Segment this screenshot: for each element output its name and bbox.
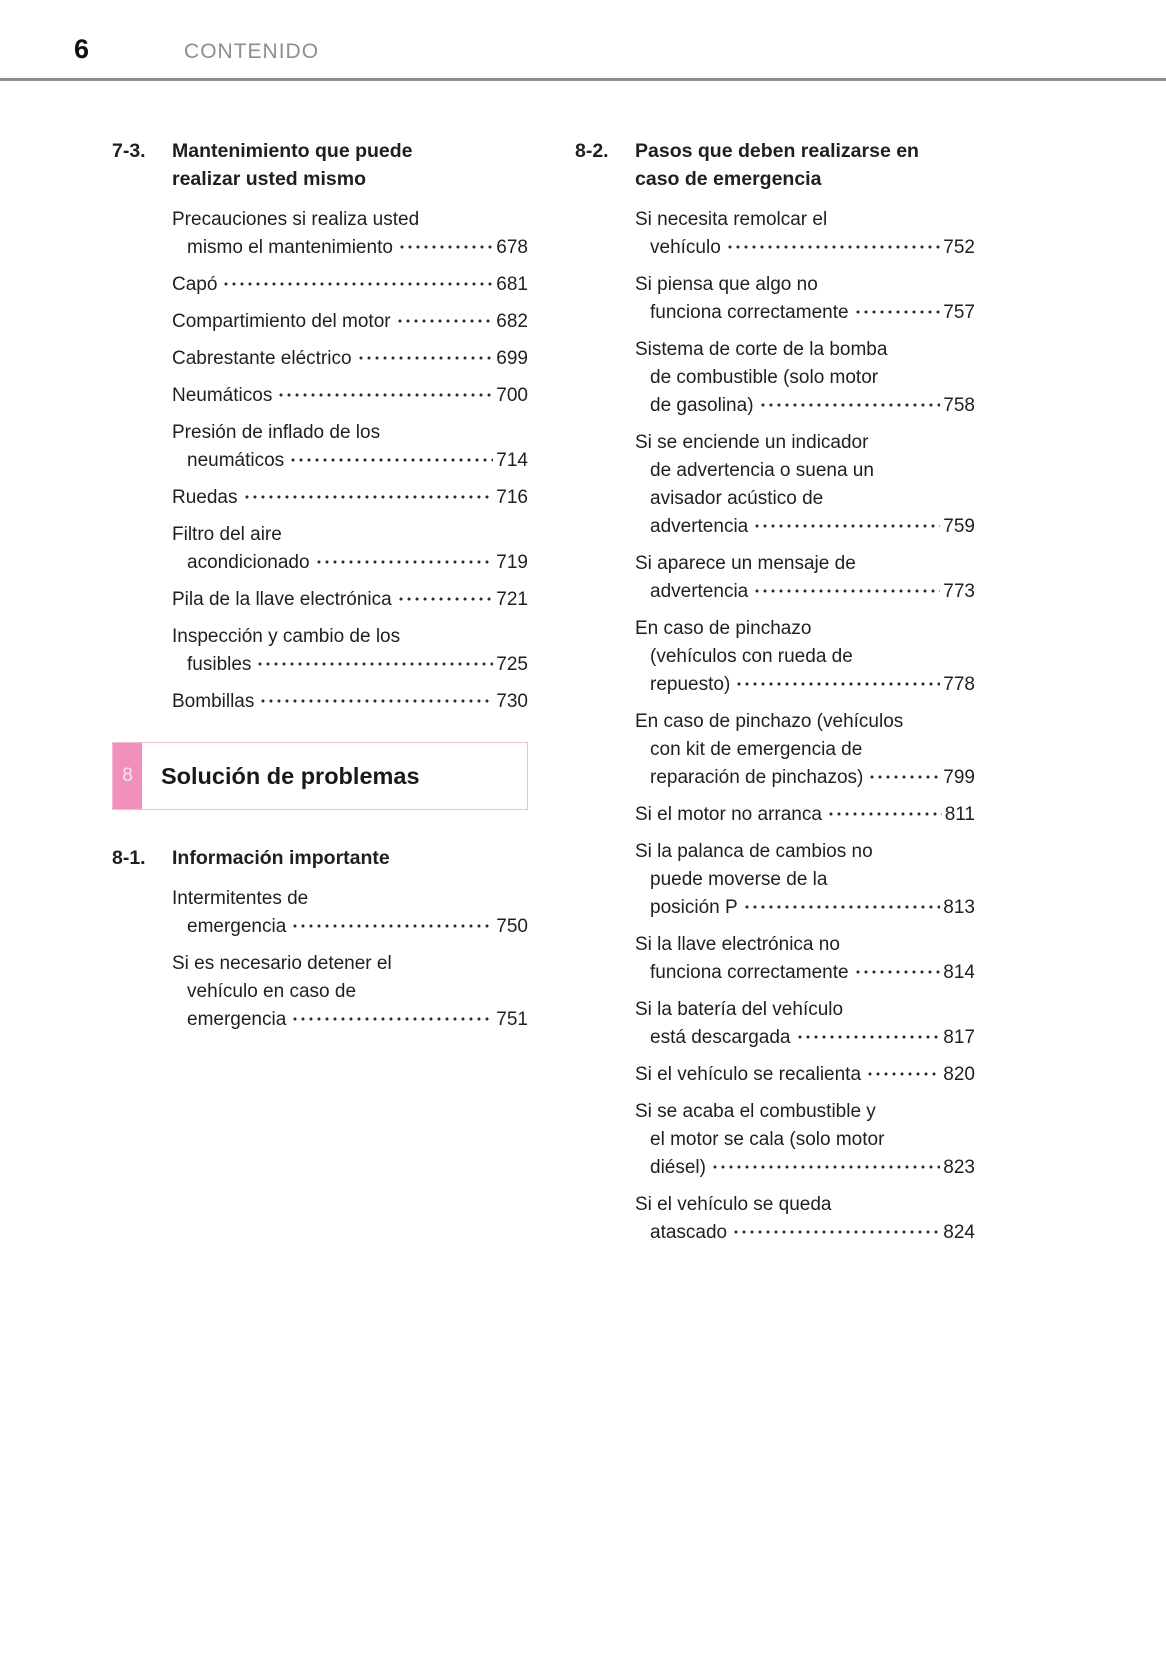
dot-leader bbox=[868, 764, 940, 783]
section-title bbox=[635, 137, 975, 193]
toc-columns bbox=[0, 137, 1166, 1273]
page-ref: 817 bbox=[943, 1027, 975, 1048]
page-ref: 758 bbox=[943, 395, 975, 416]
toc-entry bbox=[635, 615, 975, 699]
toc-entry bbox=[172, 484, 528, 512]
toc-entry-line: de combustible (solo motor bbox=[650, 367, 879, 388]
toc-entry-text: atascado bbox=[650, 1222, 728, 1243]
toc-entry-line: Si la llave electrónica no bbox=[635, 934, 840, 955]
toc-entry-text: Compartimiento del motor bbox=[172, 311, 391, 332]
dot-leader bbox=[726, 234, 941, 253]
toc-entry-leader-line bbox=[635, 513, 975, 541]
toc-entry bbox=[172, 521, 528, 577]
section-number: 8-2. bbox=[575, 140, 609, 162]
toc-entry-leader-line bbox=[172, 234, 528, 262]
toc-entry-line: de advertencia o suena un bbox=[650, 460, 874, 481]
toc-entry-line: Presión de inflado de los bbox=[172, 422, 381, 443]
toc-entry-text: Cabrestante eléctrico bbox=[172, 348, 352, 369]
toc-entry bbox=[172, 308, 528, 336]
toc-entry-text: Si el motor no arranca bbox=[635, 804, 822, 825]
section-title-line: Pasos que deben realizarse en bbox=[635, 140, 919, 162]
toc-entry-leader-line bbox=[635, 764, 975, 792]
toc-entry bbox=[635, 996, 975, 1052]
dot-leader bbox=[753, 513, 940, 532]
toc-entry-text: advertencia bbox=[650, 581, 749, 602]
dot-leader bbox=[291, 1006, 493, 1025]
section-title-line: realizar usted mismo bbox=[172, 168, 366, 190]
dot-leader bbox=[796, 1024, 941, 1043]
page-ref: 681 bbox=[496, 274, 528, 295]
dot-leader bbox=[398, 234, 493, 253]
page-ref: 730 bbox=[496, 691, 528, 712]
toc-entry-leader-line bbox=[635, 234, 975, 262]
toc-entry bbox=[172, 688, 528, 716]
toc-entry-text: fusibles bbox=[187, 654, 252, 675]
dot-leader bbox=[735, 671, 940, 690]
section-number: 8-1. bbox=[112, 847, 146, 869]
page-ref: 678 bbox=[496, 237, 528, 258]
toc-entry-line: En caso de pinchazo bbox=[635, 618, 812, 639]
toc-entry-line: Si la batería del vehículo bbox=[635, 999, 844, 1020]
toc-entry-line: Filtro del aire bbox=[172, 524, 282, 545]
section-title bbox=[172, 844, 528, 872]
toc-entry-leader-line bbox=[172, 484, 528, 512]
section-heading bbox=[112, 844, 528, 872]
dot-leader bbox=[259, 688, 493, 707]
dot-leader bbox=[243, 484, 494, 503]
page-ref: 799 bbox=[943, 767, 975, 788]
page-ref: 757 bbox=[943, 302, 975, 323]
toc-section bbox=[575, 137, 975, 1247]
section-title-line: Información importante bbox=[172, 847, 390, 869]
toc-entry-text: acondicionado bbox=[187, 552, 310, 573]
toc-entry-line: el motor se cala (solo motor bbox=[650, 1129, 885, 1150]
toc-entry-line: Inspección y cambio de los bbox=[172, 626, 401, 647]
toc-entry bbox=[635, 1191, 975, 1247]
toc-entry-line: Sistema de corte de la bomba bbox=[635, 339, 888, 360]
dot-leader bbox=[743, 894, 941, 913]
chapter-number-tab: 8 bbox=[113, 743, 142, 809]
page-ref: 714 bbox=[496, 450, 528, 471]
toc-entry-line: Si necesita remolcar el bbox=[635, 209, 828, 230]
toc-entry bbox=[635, 271, 975, 327]
toc-entry-leader-line bbox=[172, 549, 528, 577]
header-divider bbox=[0, 78, 1166, 81]
toc-entry-leader-line bbox=[172, 688, 528, 716]
toc-entry bbox=[172, 885, 528, 941]
section-entries bbox=[172, 206, 528, 716]
toc-entry-text: diésel) bbox=[650, 1157, 706, 1178]
header-title: CONTENIDO bbox=[184, 40, 320, 63]
dot-leader bbox=[827, 801, 942, 820]
toc-entry-line: (vehículos con rueda de bbox=[650, 646, 853, 667]
toc-entry-line: avisador acústico de bbox=[650, 488, 824, 509]
toc-entry-line: Si la palanca de cambios no bbox=[635, 841, 873, 862]
toc-entry bbox=[635, 336, 975, 420]
toc-entry-line: En caso de pinchazo (vehículos bbox=[635, 711, 904, 732]
toc-entry-line: Precauciones si realiza usted bbox=[172, 209, 420, 230]
toc-entry-text: funciona correctamente bbox=[650, 302, 849, 323]
toc-entry-leader-line bbox=[635, 299, 975, 327]
toc-entry bbox=[635, 708, 975, 792]
toc-entry bbox=[172, 419, 528, 475]
chapter-title: Solución de problemas bbox=[161, 762, 420, 789]
toc-entry-leader-line bbox=[635, 392, 975, 420]
toc-entry-leader-line bbox=[635, 1154, 975, 1182]
toc-entry bbox=[635, 429, 975, 541]
toc-entry-text: Pila de la llave electrónica bbox=[172, 589, 392, 610]
toc-entry-text: mismo el mantenimiento bbox=[187, 237, 393, 258]
toc-entry-line: puede moverse de la bbox=[650, 869, 828, 890]
toc-entry-leader-line bbox=[635, 959, 975, 987]
page-ref: 814 bbox=[943, 962, 975, 983]
toc-entry-leader-line bbox=[172, 345, 528, 373]
page-ref: 725 bbox=[496, 654, 528, 675]
toc-entry-text: repuesto) bbox=[650, 674, 731, 695]
section-title-line: Mantenimiento que puede bbox=[172, 140, 413, 162]
toc-entry-line: Intermitentes de bbox=[172, 888, 309, 909]
toc-entry-line: Si es necesario detener el bbox=[172, 953, 392, 974]
toc-entry-leader-line bbox=[635, 578, 975, 606]
toc-entry-line: Si el vehículo se queda bbox=[635, 1194, 832, 1215]
toc-entry-leader-line bbox=[172, 1006, 528, 1034]
toc-entry bbox=[635, 838, 975, 922]
toc-entry bbox=[172, 623, 528, 679]
page-ref: 811 bbox=[944, 804, 975, 825]
dot-leader bbox=[732, 1219, 940, 1238]
toc-entry bbox=[635, 1061, 975, 1089]
toc-entry-line: Si aparece un mensaje de bbox=[635, 553, 856, 574]
toc-entry bbox=[635, 801, 975, 829]
page-ref: 752 bbox=[943, 237, 975, 258]
page-ref: 750 bbox=[496, 916, 528, 937]
toc-entry-text: está descargada bbox=[650, 1027, 791, 1048]
page-ref: 751 bbox=[496, 1009, 528, 1030]
toc-entry-leader-line bbox=[172, 913, 528, 941]
toc-entry-text: funciona correctamente bbox=[650, 962, 849, 983]
dot-leader bbox=[315, 549, 494, 568]
dot-leader bbox=[291, 913, 493, 932]
section-title bbox=[172, 137, 528, 193]
section-entries bbox=[635, 206, 975, 1247]
toc-entry-text: emergencia bbox=[187, 916, 287, 937]
dot-leader bbox=[759, 392, 941, 411]
toc-entry bbox=[635, 550, 975, 606]
page-ref: 813 bbox=[943, 897, 975, 918]
toc-column-right bbox=[575, 137, 975, 1273]
toc-entry-leader-line bbox=[635, 1219, 975, 1247]
toc-entry bbox=[172, 206, 528, 262]
toc-section bbox=[112, 137, 528, 716]
toc-entry-text: advertencia bbox=[650, 516, 749, 537]
toc-entry-text: neumáticos bbox=[187, 450, 285, 471]
toc-entry-line: vehículo en caso de bbox=[187, 981, 357, 1002]
toc-entry-text: reparación de pinchazos) bbox=[650, 767, 864, 788]
toc-entry-leader-line bbox=[172, 586, 528, 614]
page-ref: 699 bbox=[496, 348, 528, 369]
toc-entry-leader-line bbox=[635, 1024, 975, 1052]
toc-entry bbox=[635, 1098, 975, 1182]
dot-leader bbox=[711, 1154, 940, 1173]
dot-leader bbox=[289, 447, 493, 466]
toc-entry-leader-line bbox=[635, 1061, 975, 1089]
page-ref: 682 bbox=[496, 311, 528, 332]
toc-entry-text: vehículo bbox=[650, 237, 721, 258]
toc-section bbox=[112, 844, 528, 1034]
toc-entry-text: de gasolina) bbox=[650, 395, 754, 416]
page-ref: 773 bbox=[943, 581, 975, 602]
toc-entry bbox=[635, 931, 975, 987]
toc-entry-text: Bombillas bbox=[172, 691, 255, 712]
toc-entry-line: Si se enciende un indicador bbox=[635, 432, 869, 453]
toc-entry bbox=[172, 950, 528, 1034]
toc-entry-leader-line bbox=[172, 271, 528, 299]
page-ref: 759 bbox=[943, 516, 975, 537]
toc-entry-text: posición P bbox=[650, 897, 738, 918]
toc-entry-line: Si se acaba el combustible y bbox=[635, 1101, 876, 1122]
toc-entry bbox=[172, 382, 528, 410]
page-ref: 700 bbox=[496, 385, 528, 406]
toc-entry-leader-line bbox=[635, 671, 975, 699]
page-ref: 824 bbox=[943, 1222, 975, 1243]
page-ref: 820 bbox=[943, 1064, 975, 1085]
toc-entry-text: Neumáticos bbox=[172, 385, 273, 406]
page-number: 6 bbox=[74, 34, 90, 64]
page-ref: 721 bbox=[496, 589, 528, 610]
toc-entry-leader-line bbox=[635, 801, 975, 829]
page-ref: 716 bbox=[496, 487, 528, 508]
toc-entry-leader-line bbox=[172, 651, 528, 679]
dot-leader bbox=[854, 959, 941, 978]
page-ref: 823 bbox=[943, 1157, 975, 1178]
dot-leader bbox=[397, 586, 494, 605]
toc-entry-line: con kit de emergencia de bbox=[650, 739, 863, 760]
section-heading bbox=[112, 137, 528, 193]
dot-leader bbox=[854, 299, 941, 318]
toc-entry-text: Ruedas bbox=[172, 487, 238, 508]
dot-leader bbox=[753, 578, 940, 597]
page-header bbox=[0, 0, 1166, 65]
dot-leader bbox=[256, 651, 493, 670]
toc-entry-leader-line bbox=[172, 382, 528, 410]
toc-entry-text: Capó bbox=[172, 274, 218, 295]
toc-entry bbox=[172, 586, 528, 614]
dot-leader bbox=[222, 271, 493, 290]
section-title-line: caso de emergencia bbox=[635, 168, 822, 190]
section-heading bbox=[575, 137, 975, 193]
toc-entry bbox=[635, 206, 975, 262]
dot-leader bbox=[357, 345, 494, 364]
toc-entry-leader-line bbox=[172, 447, 528, 475]
toc-entry-leader-line bbox=[635, 894, 975, 922]
dot-leader bbox=[866, 1061, 940, 1080]
toc-entry-leader-line bbox=[172, 308, 528, 336]
toc-column-left bbox=[112, 137, 528, 1273]
toc-entry-text: emergencia bbox=[187, 1009, 287, 1030]
toc-entry-text: Si el vehículo se recalienta bbox=[635, 1064, 862, 1085]
toc-entry bbox=[172, 345, 528, 373]
page-ref: 778 bbox=[943, 674, 975, 695]
toc-entry-line: Si piensa que algo no bbox=[635, 274, 818, 295]
chapter-banner bbox=[112, 742, 528, 810]
dot-leader bbox=[396, 308, 494, 327]
toc-entry bbox=[172, 271, 528, 299]
section-entries bbox=[172, 885, 528, 1034]
section-number: 7-3. bbox=[112, 140, 146, 162]
page-ref: 719 bbox=[496, 552, 528, 573]
dot-leader bbox=[277, 382, 493, 401]
